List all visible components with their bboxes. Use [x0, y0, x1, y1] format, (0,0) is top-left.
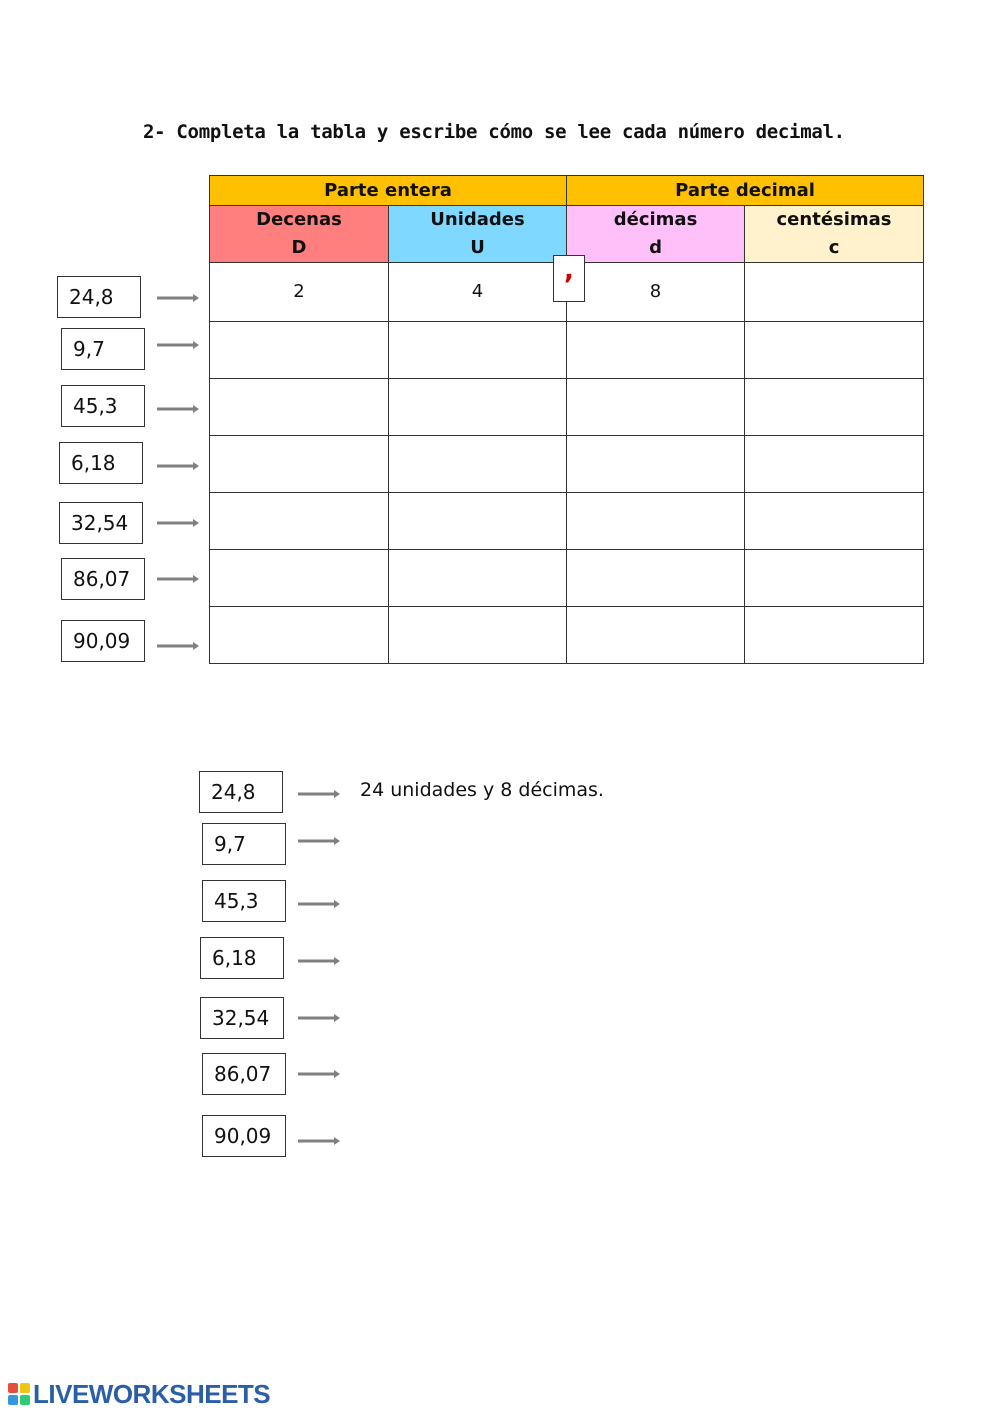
column-header-centesimas: centésimas c — [745, 206, 924, 263]
arrow-icon — [298, 789, 340, 799]
cell-unidades[interactable] — [389, 436, 567, 493]
arrow-icon — [298, 1069, 340, 1079]
arrow-icon — [157, 641, 199, 651]
number-box: 24,8 — [199, 771, 283, 813]
cell-centesimas[interactable] — [745, 263, 924, 322]
arrow-icon — [298, 956, 340, 966]
table-row — [210, 550, 924, 607]
cell-unidades[interactable] — [389, 493, 567, 550]
cell-decenas[interactable] — [210, 493, 389, 550]
place-value-table — [209, 175, 924, 664]
arrow-icon — [157, 293, 199, 303]
arrow-icon — [157, 461, 199, 471]
arrow-icon — [298, 1136, 340, 1146]
table-row — [210, 436, 924, 493]
arrow-icon — [157, 574, 199, 584]
number-box: 45,3 — [202, 880, 286, 922]
cell-centesimas[interactable] — [745, 550, 924, 607]
number-box: 90,09 — [61, 620, 145, 662]
arrow-icon — [298, 836, 340, 846]
cell-centesimas[interactable] — [745, 322, 924, 379]
liveworksheets-logo[interactable] — [8, 1380, 270, 1408]
column-header-decimas: décimas d — [567, 206, 745, 263]
number-box: 9,7 — [202, 823, 286, 865]
cell-unidades[interactable] — [389, 322, 567, 379]
table-row — [210, 493, 924, 550]
cell-centesimas[interactable] — [745, 493, 924, 550]
cell-decimas[interactable] — [567, 550, 745, 607]
cell-decimas[interactable]: 8 — [567, 263, 745, 322]
cell-decenas[interactable] — [210, 607, 389, 664]
cell-unidades[interactable] — [389, 379, 567, 436]
cell-decenas[interactable]: 2 — [210, 263, 389, 322]
number-box: 86,07 — [202, 1053, 286, 1095]
cell-unidades[interactable] — [389, 607, 567, 664]
number-box: 32,54 — [59, 502, 143, 544]
cell-decenas[interactable] — [210, 379, 389, 436]
number-box: 86,07 — [61, 558, 145, 600]
cell-decenas[interactable] — [210, 436, 389, 493]
table-row — [210, 379, 924, 436]
number-box: 45,3 — [61, 385, 145, 427]
table-row — [210, 322, 924, 379]
arrow-icon — [298, 899, 340, 909]
cell-unidades[interactable] — [389, 550, 567, 607]
cell-decimas[interactable] — [567, 322, 745, 379]
cell-centesimas[interactable] — [745, 379, 924, 436]
number-box: 24,8 — [57, 276, 141, 318]
table-row — [210, 607, 924, 664]
cell-centesimas[interactable] — [745, 607, 924, 664]
number-box: 9,7 — [61, 328, 145, 370]
logo-blocks-icon — [8, 1383, 30, 1405]
decimal-comma-marker: , — [553, 255, 585, 302]
arrow-icon — [157, 518, 199, 528]
column-header-decenas: Decenas D — [210, 206, 389, 263]
cell-unidades[interactable]: 4 — [389, 263, 567, 322]
cell-decenas[interactable] — [210, 322, 389, 379]
cell-decimas[interactable] — [567, 607, 745, 664]
cell-centesimas[interactable] — [745, 436, 924, 493]
logo-text: LIVEWORKSHEETS — [33, 1378, 271, 1409]
group-header-integer: Parte entera — [210, 176, 567, 206]
arrow-icon — [298, 1013, 340, 1023]
arrow-icon — [157, 404, 199, 414]
cell-decimas[interactable] — [567, 436, 745, 493]
cell-decimas[interactable] — [567, 379, 745, 436]
arrow-icon — [157, 340, 199, 350]
column-header-unidades: Unidades U — [389, 206, 567, 263]
number-box: 90,09 — [202, 1115, 286, 1157]
number-box: 32,54 — [200, 997, 284, 1039]
cell-decimas[interactable] — [567, 493, 745, 550]
reading-example: 24 unidades y 8 décimas. — [360, 779, 604, 801]
number-box: 6,18 — [59, 442, 143, 484]
cell-decenas[interactable] — [210, 550, 389, 607]
number-box: 6,18 — [200, 937, 284, 979]
exercise-title: 2- Completa la tabla y escribe cómo se lee cada número decimal. — [143, 121, 845, 143]
group-header-decimal: Parte decimal — [567, 176, 924, 206]
